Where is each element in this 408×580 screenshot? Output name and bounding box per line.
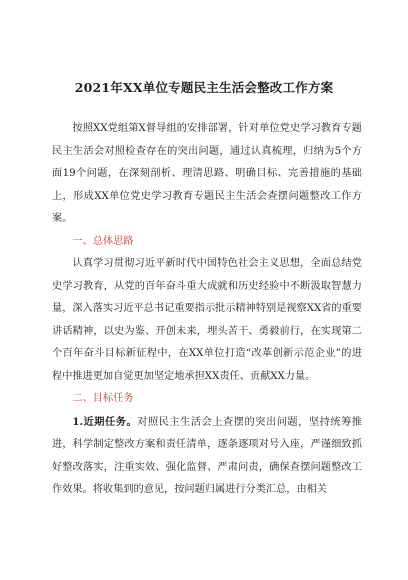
document-title: 2021年XX单位专题民主生活会整改工作方案 bbox=[74, 80, 334, 95]
overall-approach-paragraph: 认真学习贯彻习近平新时代中国特色社会主义思想，全面总结党史学习教育，从党的百年奋斗重大成就和历史经验中不断汲取智慧力量，深入落实习近平总书记重要指示批示精神特别是视察XX省的重要讲话精神，以史为鉴、开创未来，埋头苦干、勇毅前行，在实现第二个百年奋斗目标新征程中，在XX单位打造“改革创新示范企业”的进程中推进更加自觉更加坚定地承担XX责任、贡献XX力量。 bbox=[52, 258, 362, 382]
near-term-task-lead: 1.近期任务。 bbox=[72, 415, 138, 428]
near-term-task-paragraph bbox=[52, 411, 362, 502]
section-heading-overall-approach: 一、总体思路 bbox=[72, 235, 134, 247]
near-term-task-text: 对照民主生活会上查摆的突出问题，坚持统筹推进，科学制定整改方案和责任清单，逐条逐项对号入座，严谨细致抓好整改落实，注重实效、强化监督、严肃问责，确保查摆问题整改工作效果。将收集到的意见，按问题归属进行分类汇总，由相关 bbox=[52, 416, 362, 495]
section-heading-objectives: 二、目标任务 bbox=[72, 393, 134, 404]
document-body bbox=[52, 118, 362, 502]
intro-paragraph: 按照XX党组第X督导组的安排部署，针对单位党史学习教育专题民主生活会对照检查存在的突出问题，通过认真梳理，归纳为5个方面19个问题，在深刻剖析、理清思路、明确目标、完善措施的基础上，形成XX单位党史学习教育专题民主生活会查摆问题整改工作方案。 bbox=[52, 123, 362, 224]
